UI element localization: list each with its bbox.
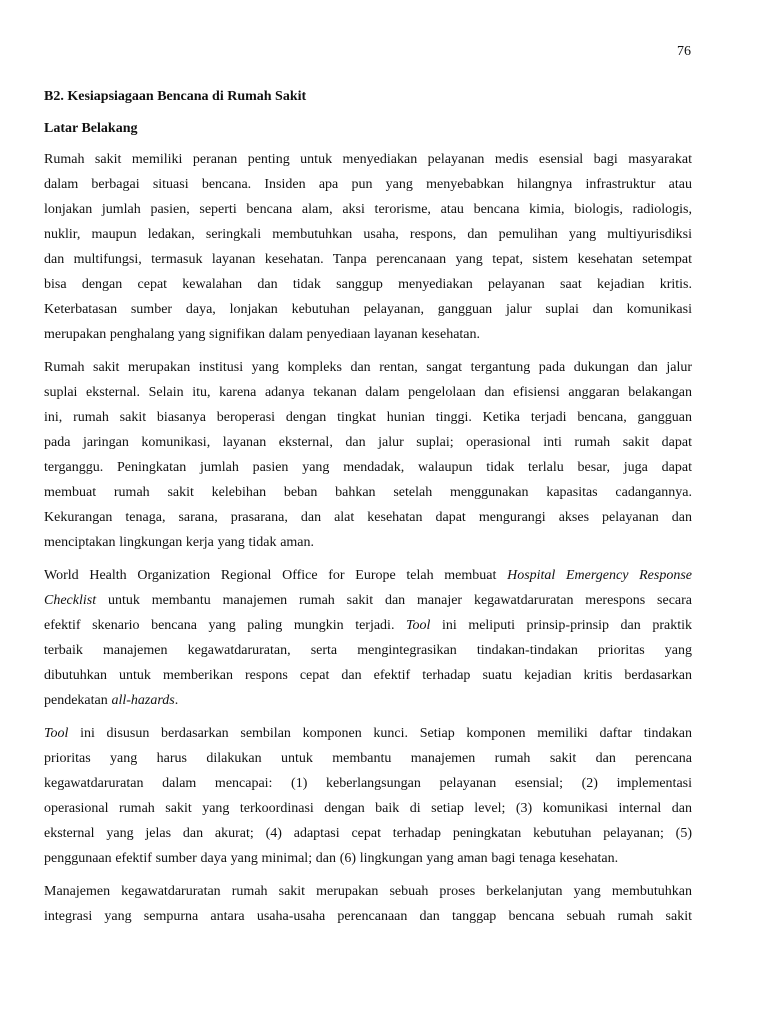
text-line: dibutuhkan untuk memberikan respons cepat dan efektif terhadap suatu kejadian kritis berdasarkan — [44, 668, 692, 683]
text-line: Manajemen kegawatdaruratan rumah sakit merupakan sebuah proses berkelanjutan yang membutuhkan — [44, 884, 692, 899]
text-line: menciptakan lingkungan kerja yang tidak aman. — [44, 535, 315, 550]
emphasis-text: all-hazards — [111, 693, 175, 708]
text-line: Keterbatasan sumber daya, lonjakan kebutuhan pelayanan, gangguan jalur suplai dan komunikasi — [44, 302, 692, 317]
text-span: efektif skenario bencana yang paling mungkin terjadi. — [44, 618, 407, 633]
text-line: prioritas yang harus dilakukan untuk membantu manajemen rumah sakit dan perencana — [44, 751, 692, 766]
paragraph-3 — [44, 563, 692, 713]
text-line: penggunaan efektif sumber daya yang minimal; dan (6) lingkungan yang aman bagi tenaga kesehatan. — [44, 851, 619, 866]
text-span: untuk membantu manajemen rumah sakit dan manajer kegawatdaruratan merespons secara — [96, 593, 692, 608]
text-span: ini disusun berdasarkan sembilan komponen kunci. Setiap komponen memiliki daftar tindakan — [68, 726, 692, 741]
text-line: eksternal yang jelas dan akurat; (4) adaptasi cepat terhadap peningkatan kebutuhan pelayanan; (5) — [44, 826, 692, 841]
text-span: World Health Organization Regional Office for Europe telah membuat — [44, 568, 508, 583]
text-line: dan multifungsi, termasuk layanan kesehatan. Tanpa perencanaan yang tepat, sistem kesehatan setempat — [44, 252, 692, 267]
text-line: terbaik manajemen kegawatdaruratan, serta mengintegrasikan tindakan-tindakan prioritas yang — [44, 643, 692, 658]
text-line: operasional rumah sakit yang terkoordinasi dengan baik di setiap level; (3) komunikasi internal dan — [44, 801, 692, 816]
text-line: Rumah sakit merupakan institusi yang kompleks dan rentan, sangat tergantung pada dukungan dan jalur — [44, 360, 692, 375]
text-span: pendekatan — [44, 693, 112, 708]
text-line: dalam berbagai situasi bencana. Insiden apa pun yang menyebabkan hilangnya infrastruktur atau — [44, 177, 692, 192]
text-line: Kekurangan tenaga, sarana, prasarana, dan alat kesehatan dapat mengurangi akses pelayanan dan — [44, 510, 692, 525]
paragraph-4 — [44, 721, 692, 871]
text-span: ini meliputi prinsip-prinsip dan praktik — [430, 618, 692, 633]
text-line: Rumah sakit memiliki peranan penting untuk menyediakan pelayanan medis esensial bagi masyarakat — [44, 152, 692, 167]
text-line: nuklir, maupun ledakan, seringkali membutuhkan usaha, respons, dan pemulihan yang multiyurisdiksi — [44, 227, 692, 242]
text-line: kegawatdaruratan dalam mencapai: (1) keberlangsungan pelayanan esensial; (2) implementasi — [44, 776, 692, 791]
text-line: merupakan penghalang yang signifikan dalam penyediaan layanan kesehatan. — [44, 327, 481, 342]
paragraph-1 — [44, 147, 692, 347]
emphasis-text: Hospital Emergency Response — [507, 568, 692, 583]
text-line: ini, rumah sakit biasanya beroperasi dengan tingkat hunian tinggi. Ketika terjadi bencana, gangguan — [44, 410, 692, 425]
text-line — [44, 588, 692, 613]
text-line — [44, 563, 692, 588]
subsection-title: Latar Belakang — [44, 121, 138, 136]
text-line — [44, 688, 692, 713]
page-number: 76 — [677, 44, 691, 59]
page-content — [44, 88, 692, 929]
text-line — [44, 613, 692, 638]
text-line: bisa dengan cepat kewalahan dan tidak sanggup menyediakan pelayanan saat kejadian kritis. — [44, 277, 692, 292]
emphasis-text: Tool — [406, 618, 431, 633]
text-line: suplai eksternal. Selain itu, karena adanya tekanan dalam pengelolaan dan efisiensi anggaran belakangan — [44, 385, 692, 400]
section-title: B2. Kesiapsiagaan Bencana di Rumah Sakit — [44, 89, 307, 104]
text-line: lonjakan jumlah pasien, seperti bencana alam, aksi terorisme, atau bencana kimia, biologis, radiologis, — [44, 202, 692, 217]
text-span: . — [174, 693, 179, 708]
text-line: integrasi yang sempurna antara usaha-usaha perencanaan dan tanggap bencana sebuah rumah sakit — [44, 909, 692, 924]
emphasis-text: Checklist — [44, 593, 97, 608]
text-line: terganggu. Peningkatan jumlah pasien yang mendadak, walaupun tidak terlalu besar, juga dapat — [44, 460, 692, 475]
paragraph-2 — [44, 355, 692, 555]
paragraph-5 — [44, 879, 692, 929]
text-line — [44, 721, 692, 746]
text-line: membuat rumah sakit kelebihan beban bahkan setelah menggunakan kapasitas cadangannya. — [44, 485, 692, 500]
text-line: pada jaringan komunikasi, layanan eksternal, dan jalur suplai; operasional inti rumah sakit dapat — [44, 435, 692, 450]
emphasis-text: Tool — [44, 726, 69, 741]
